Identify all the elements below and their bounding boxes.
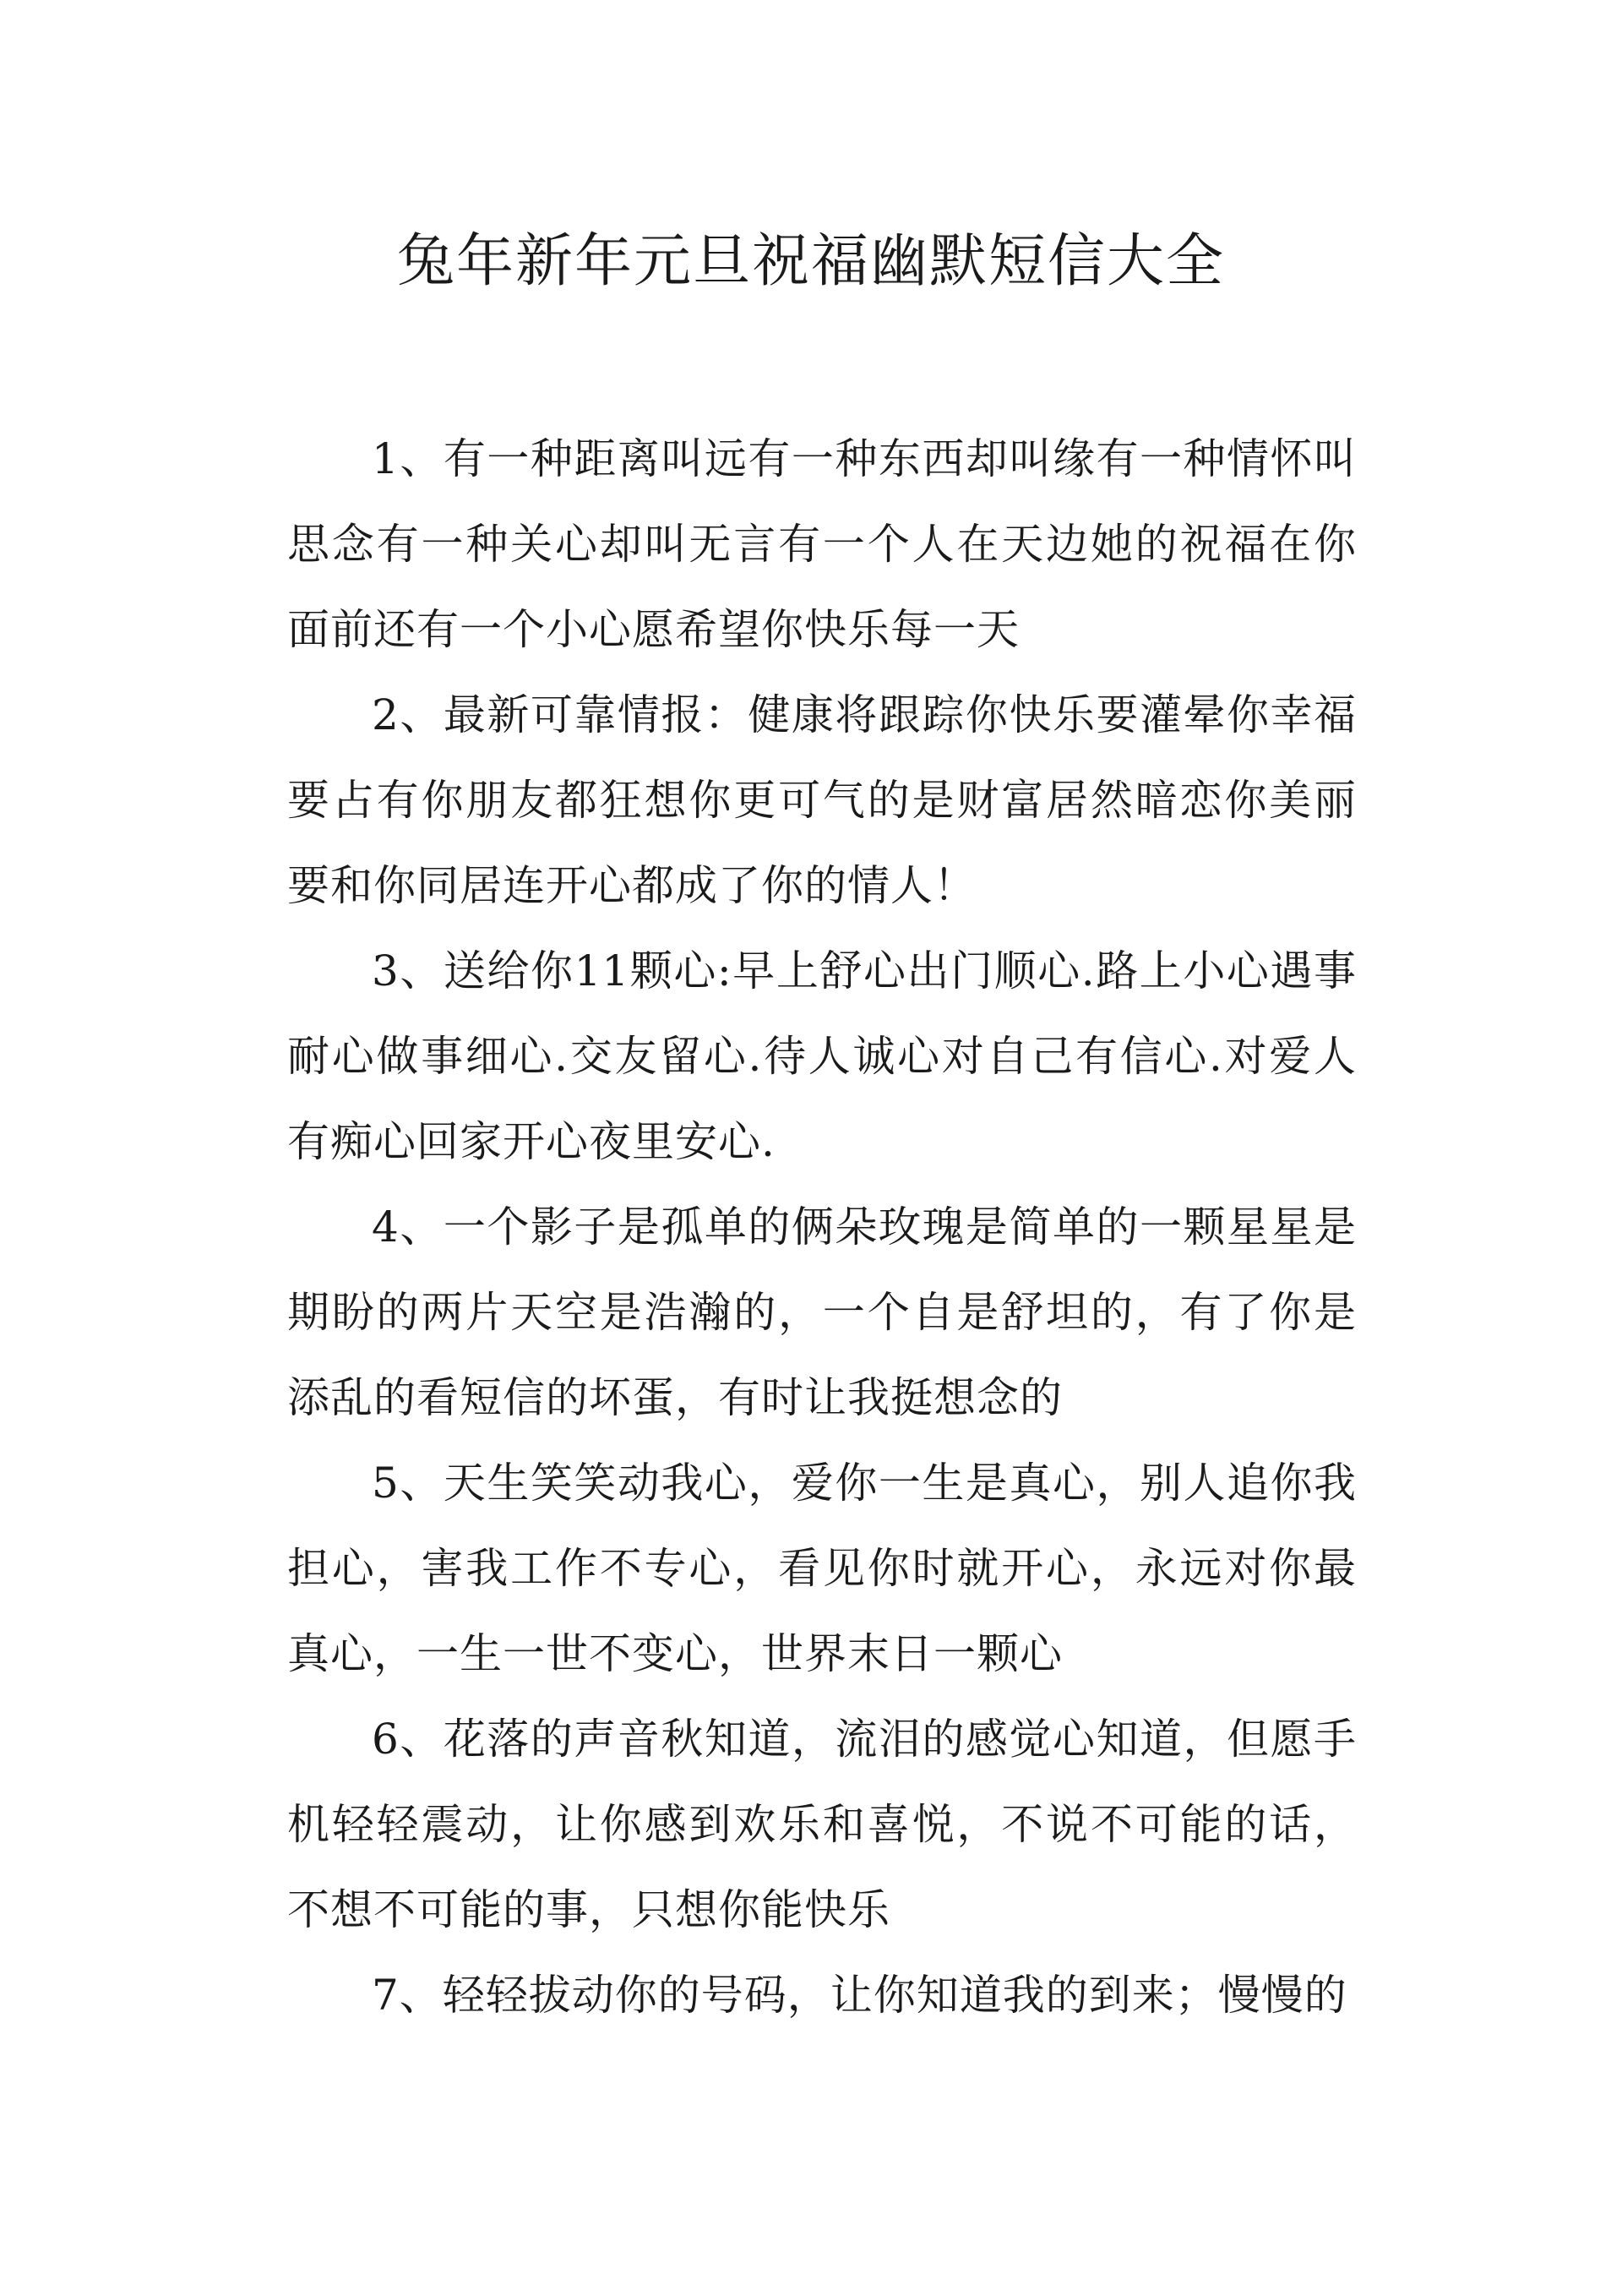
paragraph-4: 4、一个影子是孤单的俩朵玫瑰是简单的一颗星星是期盼的两片天空是浩瀚的，一个自是舒坦的，有了你是添乱的看短信的坏蛋，有时让我挺想念的 — [287, 1203, 1357, 1422]
paragraph-2: 2、最新可靠情报：健康将跟踪你快乐要灌晕你幸福要占有你朋友都狂想你更可气的是财富居然暗恋你美丽要和你同居连开心都成了你的情人！ — [287, 690, 1357, 910]
paragraph-3: 3、送给你11颗心:早上舒心出门顺心.路上小心遇事耐心做事细心.交友留心.待人诚心对自己有信心.对爱人有痴心回家开心夜里安心. — [287, 946, 1357, 1166]
paragraph-1: 1、有一种距离叫远有一种东西却叫缘有一种情怀叫思念有一种关心却叫无言有一个人在天边她的祝福在你面前还有一个小心愿希望你快乐每一天 — [287, 434, 1357, 654]
paragraph-5: 5、天生笑笑动我心，爱你一生是真心，别人追你我担心，害我工作不专心，看见你时就开心，永远对你最真心，一生一世不变心，世界末日一颗心 — [287, 1459, 1357, 1678]
document-body — [287, 417, 1357, 2038]
paragraph-7: 7、轻轻拔动你的号码，让你知道我的到来；慢慢的 — [372, 1971, 1347, 2020]
paragraph-6: 6、花落的声音秋知道，流泪的感觉心知道，但愿手机轻轻震动，让你感到欢乐和喜悦，不说不可能的话，不想不可能的事，只想你能快乐 — [287, 1715, 1357, 1934]
page-title: 兔年新年元旦祝福幽默短信大全 — [396, 228, 1225, 295]
